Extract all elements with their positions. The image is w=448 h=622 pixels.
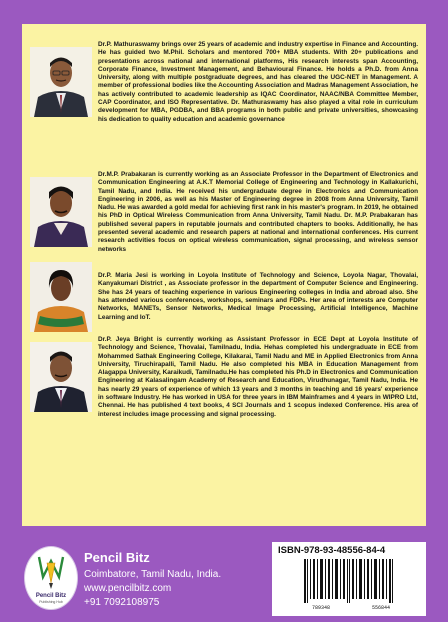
barcode-digits-right: 556844 <box>372 605 391 611</box>
author-bio <box>22 171 426 254</box>
publisher-name: Pencil Bitz <box>84 550 150 565</box>
barcode-digits-left: 789348 <box>312 605 331 611</box>
publisher-website: www.pencilbitz.com <box>84 583 172 594</box>
author-bio <box>22 336 426 419</box>
author-bio-panel <box>22 24 426 526</box>
bio-text: Dr.P. Mathuraswamy brings over 25 years of academic and industry expertise in Finance and Accounting. He has guided two M.Phil. Scholars and mentored 700+ MBA students. With 20+ publications and presentations across national and international platforms, His research interests span Accounting, Corporate Finance, Investment Management, and Behavioural Finance. He holds a Ph.D. from Anna University, along with multiple postgraduate degrees, and has cleared the UGC-NET in Management. A member of professional bodies like the Accounting Association and Madras Management Association, he has actively contributed to academic leadership as IQAC Coordinator, NAAC/NBA Committee Member, CAP Coordinator, and ISO Representative. Dr. Mathuraswamy has also played a vital role in curriculum development for MBA, PGDBA, and BBA programs in both public and private universities, showcasing his dedication to quality education and academic governance <box>98 41 418 123</box>
publisher-logo <box>24 546 78 610</box>
barcode <box>278 559 420 603</box>
isbn-number: ISBN-978-93-48556-84-4 <box>278 545 386 556</box>
back-cover-footer <box>22 538 426 622</box>
logo-subtext: Publishing Hub <box>39 600 63 604</box>
author-photo <box>30 262 92 332</box>
isbn-box <box>272 542 426 616</box>
bio-text: Dr.P. Maria Jesi is working in Loyola Institute of Technology and Science, Loyola Nagar, Thovalai, Kanyakumari District , as Associate professor in the department of Computer Science and Engineering. She has 24 years of teaching experience in various Engineering colleges in India and abroad also. She has attended various conferences, workshops, seminars and FDPs. Her area of interests are Computer Networks, MANETs, Sensor Networks, Medical Image Processing, Artificial Intelligence, Machine Learning and IoT. <box>98 272 418 321</box>
bio-text: Dr.P. Jeya Bright is currently working as Assistant Professor in ECE Dept at Loyola Institute of Technology and Science, Thovalai, Tamilnadu, India. Hehas completed his undergraduate in ECE from Mohammed Sathak Engineering College, Kilakarai, Tamil Nadu and ME in Applied Electronics from Anna University, Tiruchirapalli, Tamil Nadu. He also completed his MBA in Education Management from Alagappa University, Karaikudi, Tamilnadu.He has completed his Ph.D in Electronics and Communication Engineering at Kalasalingam Academy of Research and Education, Virudhunagar, Tamil Nadu, India. He has nearly 29 years of experience of which 13 years and 3 months in teaching and 16 years' experience in software Industry. He has worked in USA for three years in IBM Mainframes and 4 years in WIPRO Ltd, Chennai. He has published 4 text books, 4 SCI Journals and 1 scopus indexed Conference. His area of interest includes image processing and signal processing. <box>98 336 418 418</box>
author-photo <box>30 342 92 412</box>
publisher-phone: +91 7092108975 <box>84 597 160 608</box>
bio-text: Dr.M.P. Prabakaran is currently working as an Associate Professor in the Department of Electronics and Communication Engineering at A.K.T Memorial College of Engineering and Technology in Kallakurichi, Tamil Nadu, and India. He received his undergraduate degree in Electronics and Communication Engineering in 2006, as well as his Master of Engineering degree in 2008 from Anna University, Tamil Nadu. He was awarded a gold medal for achieving first rank in his master's program. In 2019, he obtained his PhD in Optical Wireless Communication from Anna University, Tamil Nadu. Dr. M.P. Prabakaran has published several papers in reputable journals and contributed chapters to books. Additionally, he has presented several academic and research papers at national and international conferences. His current research activities focus on optical wireless communication, signal processing, and wireless sensor networks <box>98 171 418 253</box>
author-bio <box>22 41 426 124</box>
author-photo <box>30 47 92 117</box>
publisher-city: Coimbatore, Tamil Nadu, India. <box>84 569 222 580</box>
author-bio <box>22 262 426 332</box>
logo-text: Pencil Bitz <box>35 593 67 599</box>
author-photo <box>30 177 92 247</box>
